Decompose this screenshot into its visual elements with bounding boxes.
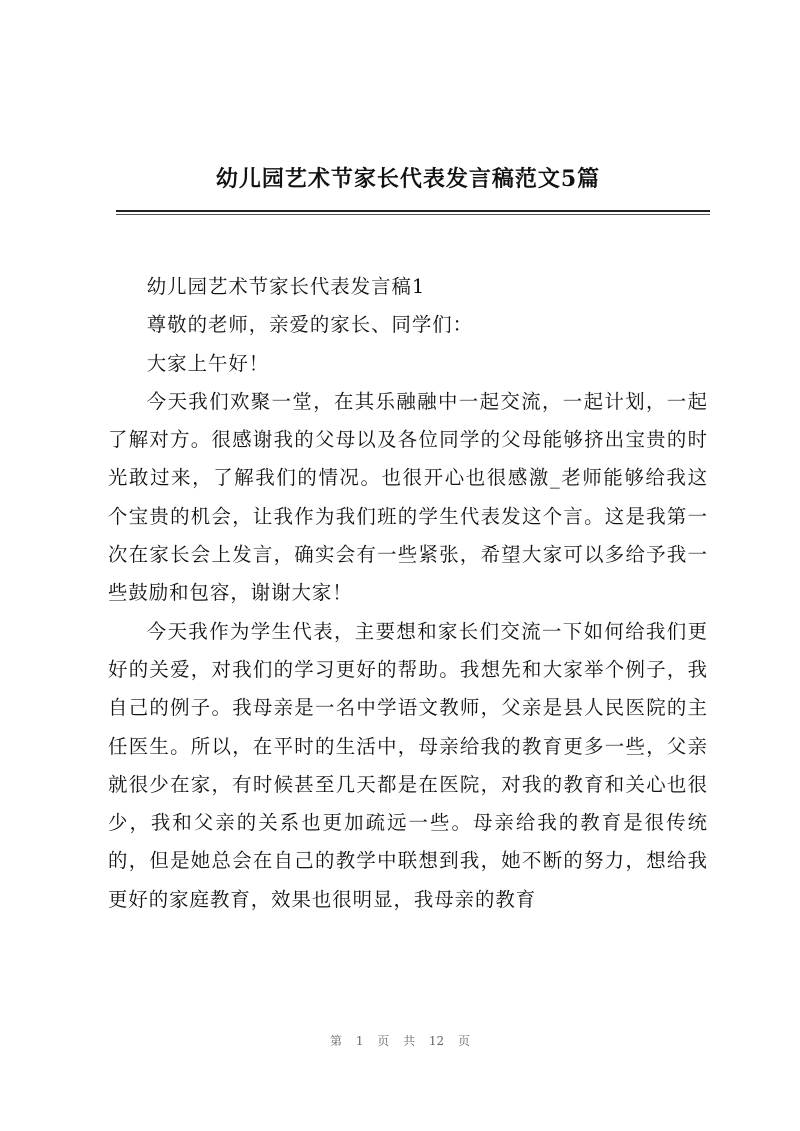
page-number-footer: 第 1 页 共 12 页: [330, 1034, 470, 1048]
salutation: 尊敬的老师，亲爱的家长、同学们：: [146, 313, 474, 337]
title-divider-thin: [116, 214, 710, 215]
section-heading: 幼儿园艺术节家长代表发言稿1: [146, 275, 426, 298]
greeting: 大家上午好！: [146, 351, 270, 375]
document-body: [108, 268, 708, 919]
body-paragraph: 今天我作为学生代表，主要想和家长们交流一下如何给我们更好的关爱，对我们的学习更好的帮助。我想先和大家举个例子，我自己的例子。我母亲是一名中学语文教师，父亲是县人民医院的主任医生。所以，在平时的生活中，母亲给我的教育更多一些，父亲就很少在家，有时候甚至几天都是在医院，对我的教育和关心也很少，我和父亲的关系也更加疏远一些。母亲给我的教育是很传统的，但是她总会在自己的教学中联想到我，她不断的努力，想给我更好的家庭教育，效果也很明显，我母亲的教育: [108, 619, 708, 911]
body-paragraph: 今天我们欢聚一堂，在其乐融融中一起交流，一起计划，一起了解对方。很感谢我的父母以及各位同学的父母能够挤出宝贵的时光敢过来，了解我们的情况。也很开心也很感激_老师能够给我这个宝贵的机会，让我作为我们班的学生代表发这个言。这是我第一次在家长会上发言，确实会有一些紧张，希望大家可以多给予我一些鼓励和包容，谢谢大家！: [108, 389, 708, 605]
page-title: 幼儿园艺术节家长代表发言稿范文5篇: [215, 166, 601, 192]
title-divider: [116, 210, 710, 212]
